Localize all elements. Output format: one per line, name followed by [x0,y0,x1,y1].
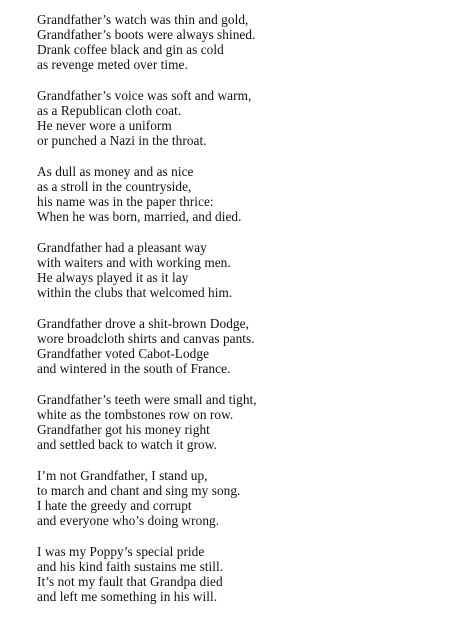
poem-line: within the clubs that welcomed him. [37,285,233,300]
poem-line: to march and chant and sing my song. [37,483,241,498]
poem-line: and settled back to watch it grow. [37,437,217,452]
poem-line: and his kind faith sustains me still. [37,559,224,574]
poem-line: When he was born, married, and died. [37,209,242,224]
poem-line: or punched a Nazi in the throat. [37,133,207,148]
poem-line: white as the tombstones row on row. [37,407,234,422]
poem-line: Grandfather voted Cabot-Lodge [37,346,210,361]
poem-line: He always played it as it lay [37,270,189,285]
stanza-7 [37,468,465,528]
poem-line: Grandfather drove a shit-brown Dodge, [37,316,249,331]
stanza-5 [37,316,465,376]
stanza-3 [37,164,465,224]
poem-line: As dull as money and as nice [37,164,194,179]
poem-line: It’s not my fault that Grandpa died [37,574,223,589]
poem-line: Drank coffee black and gin as cold [37,42,224,57]
poem-line: Grandfather’s teeth were small and tight, [37,392,257,407]
poem-line: Grandfather’s watch was thin and gold, [37,12,249,27]
poem-line: and everyone who’s doing wrong. [37,513,220,528]
stanza-6 [37,392,465,452]
poem-line: Grandfather’s voice was soft and warm, [37,88,252,103]
poem-line: and left me something in his will. [37,589,218,604]
stanza-8 [37,544,465,604]
poem-line: and wintered in the south of France. [37,361,231,376]
poem-line: I was my Poppy’s special pride [37,544,205,559]
poem-line: as a stroll in the countryside, [37,179,192,194]
poem-line: I hate the greedy and corrupt [37,498,192,513]
poem-line: Grandfather got his money right [37,422,210,437]
stanza-4 [37,240,465,300]
poem-line: wore broadcloth shirts and canvas pants. [37,331,255,346]
poem-line: as a Republican cloth coat. [37,103,182,118]
poem-line: as revenge meted over time. [37,57,188,72]
poem-line: with waiters and with working men. [37,255,231,270]
poem-line: He never wore a uniform [37,118,172,133]
stanza-2 [37,88,465,148]
poem-line: Grandfather had a pleasant way [37,240,207,255]
poem-line: I’m not Grandfather, I stand up, [37,468,208,483]
poem-line: Grandfather’s boots were always shined. [37,27,256,42]
poem-line: his name was in the paper thrice: [37,194,214,209]
stanza-1 [37,12,465,72]
